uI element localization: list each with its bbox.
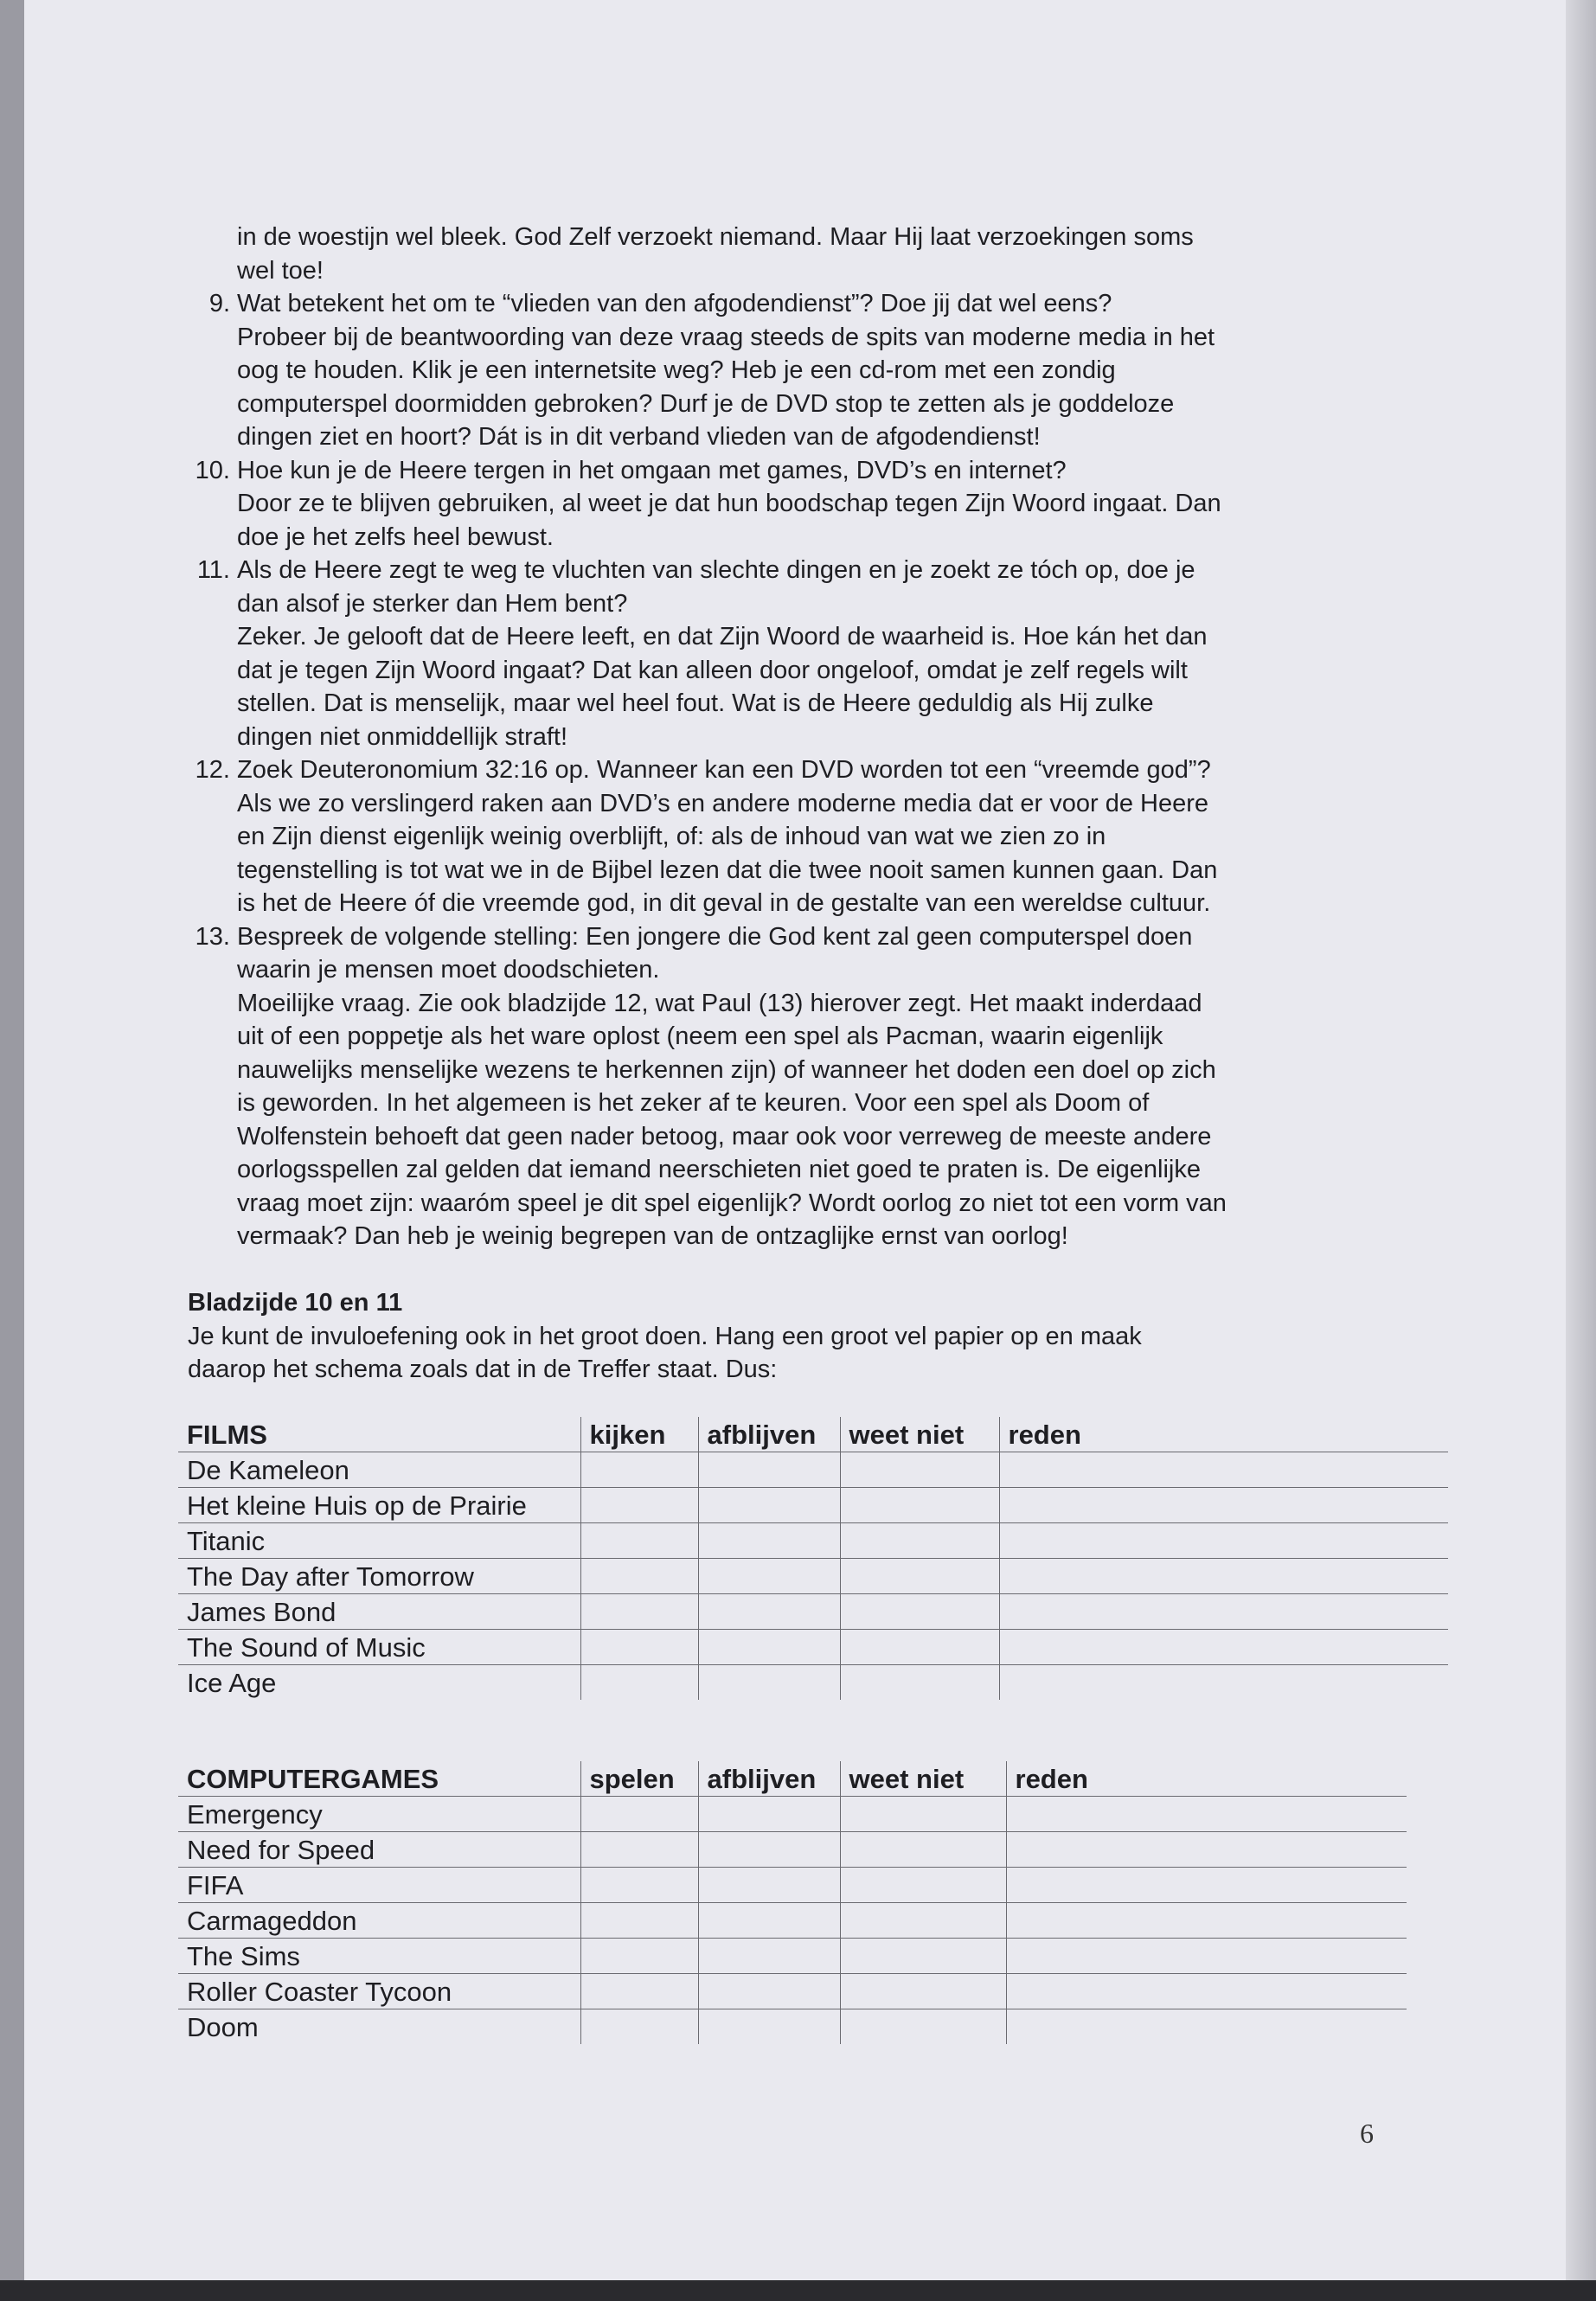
cell [999,1594,1448,1630]
text-line: wel toe! [237,256,324,285]
cell [698,1452,840,1488]
cell [698,1832,840,1868]
header-afblijven: afblijven [698,1761,840,1797]
text-line: Bespreek de volgende stelling: Een jongere die God kent zal geen computerspel doen [237,922,1193,951]
cell [698,1630,840,1665]
page-edge-right [1566,0,1596,2280]
question-list [195,221,1396,1253]
table-row [178,1665,1448,1701]
question-number: 11. [196,556,230,584]
cell [580,1594,698,1630]
text-line: Als we zo verslingerd raken aan DVD’s en andere moderne media dat er voor de Heere [237,789,1209,817]
table-row [178,1903,1407,1939]
cell [999,1559,1448,1594]
header-reden: reden [1006,1761,1407,1797]
cell [580,1797,698,1832]
header-weet-niet: weet niet [840,1417,999,1452]
text-line: dat je tegen Zijn Woord ingaat? Dat kan alleen door ongeloof, omdat je zelf regels wilt [237,656,1188,684]
text-line: Hoe kun je de Heere tergen in het omgaan met games, DVD’s en internet? [237,456,1067,484]
text-line: vermaak? Dan heb je weinig begrepen van de ontzaglijke ernst van oorlog! [237,1222,1068,1250]
cell [580,2009,698,2045]
cell [840,1903,1006,1939]
question-9 [208,287,1396,454]
row-label: De Kameleon [178,1452,580,1488]
table-row [178,2009,1407,2045]
cell [840,1939,1006,1974]
text-line: en Zijn dienst eigenlijk weinig overblijft, of: als de inhoud van wat we zien zo in [237,823,1106,850]
text-line: uit of een poppetje als het ware oplost (neem een spel als Pacman, waarin eigenlijk [237,1022,1163,1050]
header-weet-niet: weet niet [840,1761,1006,1797]
cell [1006,1903,1407,1939]
table-row [178,1832,1407,1868]
table-row [178,1452,1448,1488]
row-label: FIFA [178,1868,580,1903]
question-11 [196,554,1396,753]
table-row [178,1488,1448,1523]
question-number: 13. [195,922,230,951]
table-row [178,1523,1448,1559]
table-row [178,1594,1448,1630]
text-line: Probeer bij de beantwoording van deze vraag steeds de spits van moderne media in het [237,323,1215,351]
cell [698,1974,840,2009]
header-afblijven: afblijven [698,1417,840,1452]
row-label: Roller Coaster Tycoon [178,1974,580,2009]
table-row [178,1974,1407,2009]
row-label: Titanic [178,1523,580,1559]
text-line: nauwelijks menselijke wezens te herkennen zijn) of wanneer het doden een doel op zich [237,1055,1216,1084]
table-header-row [178,1417,1448,1452]
row-label: Doom [187,2012,259,2042]
text-line: dingen ziet en hoort? Dát is in dit verband vlieden van de afgodendienst! [237,423,1041,451]
cell [698,1488,840,1523]
table-row [178,1797,1407,1832]
cell [999,1523,1448,1559]
question-number: 10. [195,456,230,484]
text-line: doe je het zelfs heel bewust. [237,522,554,551]
cell [580,1452,698,1488]
text-line: Je kunt de invuloefening ook in het groot doen. Hang een groot vel papier op en maak [188,1322,1142,1350]
header-kijken: kijken [580,1417,698,1452]
row-label: The Sound of Music [178,1630,580,1665]
cell [840,1797,1006,1832]
cell [840,1665,999,1701]
text-line: Als de Heere zegt te weg te vluchten van slechte dingen en je zoekt ze tóch op, doe je [237,556,1195,584]
text-line: Zeker. Je gelooft dat de Heere leeft, en dat Zijn Woord de waarheid is. Hoe kán het dan [237,623,1208,651]
text-line: daarop het schema zoals dat in de Treffer staat. Dus: [188,1356,778,1383]
header-films: FILMS [178,1417,580,1452]
cell [698,1559,840,1594]
cell [698,1665,840,1701]
header-reden: reden [999,1417,1448,1452]
text-line: stellen. Dat is menselijk, maar wel heel fout. Wat is de Heere geduldig als Hij zulke [237,689,1154,717]
cell [840,1832,1006,1868]
row-label: Ice Age [187,1668,277,1698]
row-label: Carmageddon [178,1903,580,1939]
row-label: James Bond [178,1594,580,1630]
cell [580,1488,698,1523]
header-spelen: spelen [580,1761,698,1797]
lead-paragraph [237,221,1396,287]
cell [698,1523,840,1559]
text-line: Wolfenstein behoeft dat geen nader betoog, maar ook voor verreweg de meeste andere [237,1122,1212,1150]
cell [580,1868,698,1903]
text-line: dingen niet onmiddellijk straft! [237,722,568,751]
question-number: 9. [208,290,230,317]
cell [698,1903,840,1939]
films-table [178,1417,1448,1700]
cell [1006,1832,1407,1868]
cell [580,1903,698,1939]
cell [580,1523,698,1559]
cell [698,2009,840,2045]
cell [1006,1939,1407,1974]
cell [840,2009,1006,2045]
text-line: computerspel doormidden gebroken? Durf je de DVD stop te zetten als je goddeloze [237,389,1175,418]
cell [698,1868,840,1903]
cell [580,1832,698,1868]
table-header-row [178,1761,1407,1797]
cell [580,1630,698,1665]
cell [1006,1868,1407,1903]
text-line: is geworden. In het algemeen is het zeker af te keuren. Voor een spel als Doom of [237,1089,1150,1117]
cell [999,1452,1448,1488]
question-13 [195,920,1396,1253]
table-row [178,1559,1448,1594]
row-label: The Day after Tomorrow [178,1559,580,1594]
text-line: oorlogsspellen zal gelden dat iemand neerschieten niet goed te praten is. De eigenlijke [237,1156,1202,1183]
table-row [178,1868,1407,1903]
question-number: 12. [195,756,230,784]
cell [840,1630,999,1665]
row-label: Need for Speed [178,1832,580,1868]
cell [1006,2009,1407,2045]
text-line: dan alsof je sterker dan Hem bent? [237,589,628,618]
cell [840,1559,999,1594]
text-line: in de woestijn wel bleek. God Zelf verzoekt niemand. Maar Hij laat verzoekingen soms [237,223,1194,251]
cell [840,1452,999,1488]
cell [840,1974,1006,2009]
page-number: 6 [1360,2118,1374,2149]
row-label: The Sims [178,1939,580,1974]
row-label: Emergency [178,1797,580,1832]
text-line: Moeilijke vraag. Zie ook bladzijde 12, wat Paul (13) hierover zegt. Het maakt inderdaad [237,989,1202,1017]
cell [698,1797,840,1832]
cell [1006,1797,1407,1832]
text-line: oog te houden. Klik je een internetsite weg? Heb je een cd-rom met een zondig [237,356,1116,384]
cell [840,1523,999,1559]
section-heading: Bladzijde 10 en 11 [188,1289,403,1317]
computergames-table [178,1761,1407,2044]
cell [840,1488,999,1523]
cell [840,1594,999,1630]
cell [840,1868,1006,1903]
header-computergames: COMPUTERGAMES [178,1761,580,1797]
cell [580,1974,698,2009]
cell [1006,1974,1407,2009]
table-row [178,1939,1407,1974]
question-12 [195,753,1396,920]
cell [698,1939,840,1974]
text-line: tegenstelling is tot wat we in de Bijbel lezen dat die twee nooit samen kunnen gaan. Dan [237,856,1218,884]
text-line: Zoek Deuteronomium 32:16 op. Wanneer kan een DVD worden tot een “vreemde god”? [237,756,1211,784]
text-line: Door ze te blijven gebruiken, al weet je dat hun boodschap tegen Zijn Woord ingaat. Dan [237,490,1221,517]
row-label: Het kleine Huis op de Prairie [178,1488,580,1523]
cell [999,1488,1448,1523]
section-page-10-11 [188,1286,1399,1387]
text-line: Wat betekent het om te “vlieden van den afgodendienst”? Doe jij dat wel eens? [237,290,1112,317]
cell [580,1939,698,1974]
text-line: is het de Heere óf die vreemde god, in dit geval in de gestalte van een wereldse cultuur. [237,889,1211,917]
question-10 [195,454,1396,554]
cell [580,1665,698,1701]
scan-border-bottom [0,2280,1596,2301]
table-row [178,1630,1448,1665]
cell [698,1594,840,1630]
text-line: waarin je mensen moet doodschieten. [237,956,660,984]
cell [999,1665,1448,1701]
text-line: vraag moet zijn: waaróm speel je dit spel eigenlijk? Wordt oorlog zo niet tot een vorm van [237,1189,1227,1217]
cell [580,1559,698,1594]
cell [999,1630,1448,1665]
